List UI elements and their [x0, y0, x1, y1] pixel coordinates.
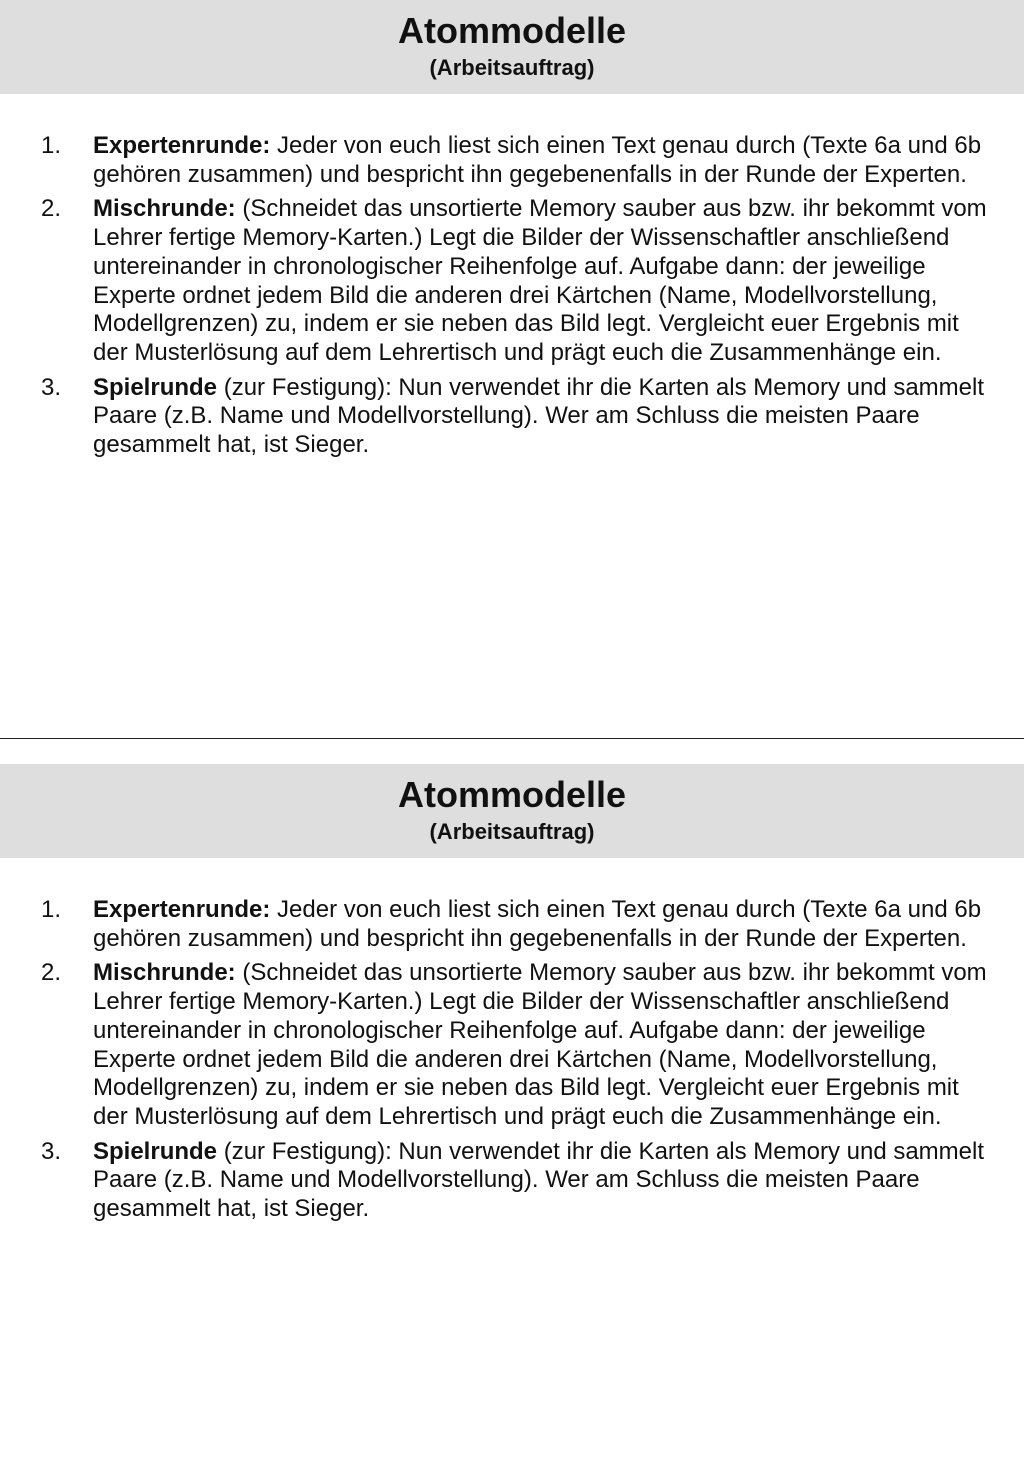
task-item-spielrunde [0, 374, 1024, 460]
task-item-expertenrunde [0, 132, 1024, 189]
task-label: Mischrunde: [93, 959, 236, 987]
card-header [0, 0, 1024, 94]
task-item-mischrunde [0, 195, 1024, 367]
task-number: 3. [41, 1137, 62, 1165]
task-text: (zur Festigung): Nun verwendet ihr die Karten als Memory und sammelt Paare (z.B. Name und Modellvorstellung). Wer am Schluss die meisten Paare gesammelt hat, ist Sieger. [93, 1137, 985, 1223]
task-label: Expertenrunde: [93, 896, 271, 923]
task-list [0, 132, 1024, 460]
card-header [0, 764, 1024, 858]
task-text: Jeder von euch liest sich einen Text genau durch (Texte 6a und 6b gehören zusammen) und bespricht ihn gegebenenfalls in der Runde der Experten. [93, 132, 982, 188]
task-text: (Schneidet das unsortierte Memory sauber aus bzw. ihr bekommt vom Lehrer fertige Memory-Karten.) Legt die Bilder der Wissenschaftler anschließend untereinander in chronologischer Reihenfolge auf. Aufgabe dann: der jeweilige Experte ordnet jedem Bild die anderen drei Kärtchen (Name, Modellvorstellung, Modellgrenzen) zu, indem er sie neben das Bild legt. Vergleicht euer Ergebnis mit der Musterlösung auf dem Lehrertisch und prägt euch die Zusammenhänge ein. [93, 959, 987, 1130]
task-item-mischrunde [0, 959, 1024, 1131]
task-item-expertenrunde [0, 896, 1024, 953]
task-list [0, 896, 1024, 1224]
task-number: 3. [41, 373, 62, 401]
page-title: Atommodelle [397, 10, 627, 51]
task-item-spielrunde [0, 1138, 1024, 1224]
task-number: 1. [41, 132, 62, 159]
task-number: 2. [41, 959, 62, 987]
task-label: Spielrunde [93, 1137, 218, 1165]
page-subtitle: (Arbeitsauftrag) [429, 55, 595, 80]
task-number: 2. [41, 195, 62, 223]
worksheet-card-2 [0, 764, 1024, 1230]
page-title: Atommodelle [397, 774, 627, 815]
task-label: Expertenrunde: [93, 132, 271, 159]
task-text: Jeder von euch liest sich einen Text genau durch (Texte 6a und 6b gehören zusammen) und bespricht ihn gegebenenfalls in der Runde der Experten. [93, 896, 982, 952]
worksheet-card-1 [0, 0, 1024, 466]
cut-line-divider [0, 738, 1024, 739]
task-label: Mischrunde: [93, 195, 236, 223]
task-text: (Schneidet das unsortierte Memory sauber aus bzw. ihr bekommt vom Lehrer fertige Memory-Karten.) Legt die Bilder der Wissenschaftler anschließend untereinander in chronologischer Reihenfolge auf. Aufgabe dann: der jeweilige Experte ordnet jedem Bild die anderen drei Kärtchen (Name, Modellvorstellung, Modellgrenzen) zu, indem er sie neben das Bild legt. Vergleicht euer Ergebnis mit der Musterlösung auf dem Lehrertisch und prägt euch die Zusammenhänge ein. [93, 195, 987, 366]
task-text: (zur Festigung): Nun verwendet ihr die Karten als Memory und sammelt Paare (z.B. Name und Modellvorstellung). Wer am Schluss die meisten Paare gesammelt hat, ist Sieger. [93, 373, 985, 459]
task-label: Spielrunde [93, 373, 218, 401]
task-number: 1. [41, 896, 62, 923]
page-subtitle: (Arbeitsauftrag) [429, 819, 595, 844]
